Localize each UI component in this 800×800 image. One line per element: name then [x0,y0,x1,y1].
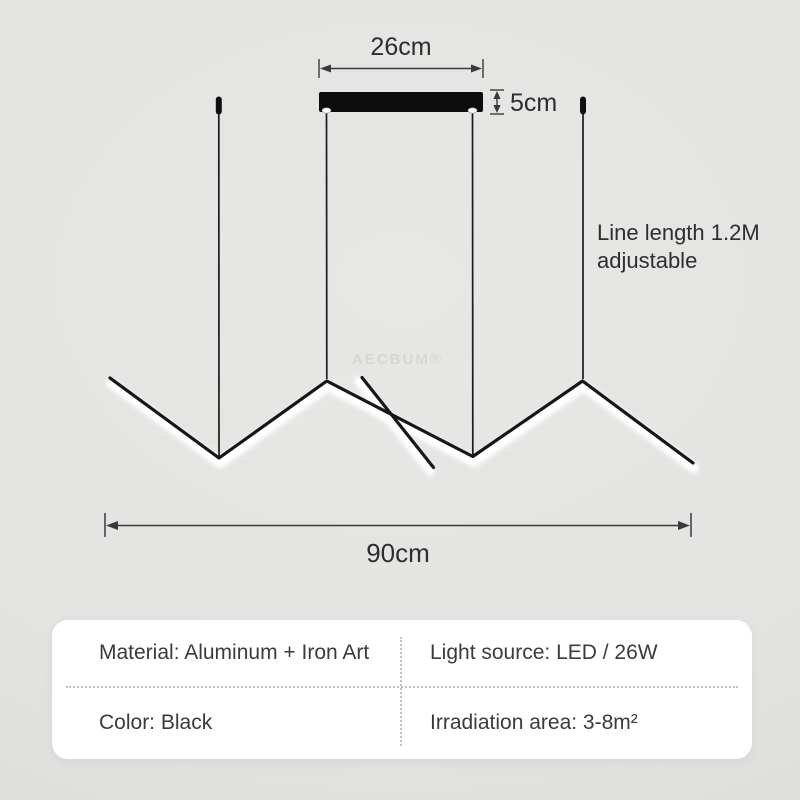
ceiling-mount-bar [319,92,483,113]
spec-card [52,620,752,759]
mount-height-label: 5cm [510,89,558,117]
total-width-label: 90cm [366,538,430,568]
spec-material: Material: Aluminum + Iron Art [99,641,370,664]
line-length-note-line2: adjustable [597,248,698,273]
gripper-left [216,97,222,115]
gripper-right [580,97,586,115]
suspension-cables [219,110,583,456]
led-offset-tube [362,378,434,468]
dimension-arrow-5cm [490,90,504,114]
spec-vertical-divider [400,637,402,746]
led-glow [111,381,694,472]
mount-connector-left [322,108,331,113]
mount-width-label: 26cm [370,33,432,61]
dimension-arrow-90cm [105,513,691,537]
spec-irradiation-area: Irradiation area: 3-8m² [430,710,638,734]
line-length-note [597,219,760,275]
mount-connector-right [468,108,477,113]
spec-grid [52,620,752,759]
brand-watermark: AECBUM® [352,351,443,368]
spec-horizontal-divider [66,686,738,688]
line-length-note-line1: Line length 1.2M [597,220,760,245]
spec-color: Color: Black [99,710,213,734]
spec-light-source: Light source: LED / 26W [430,641,658,664]
